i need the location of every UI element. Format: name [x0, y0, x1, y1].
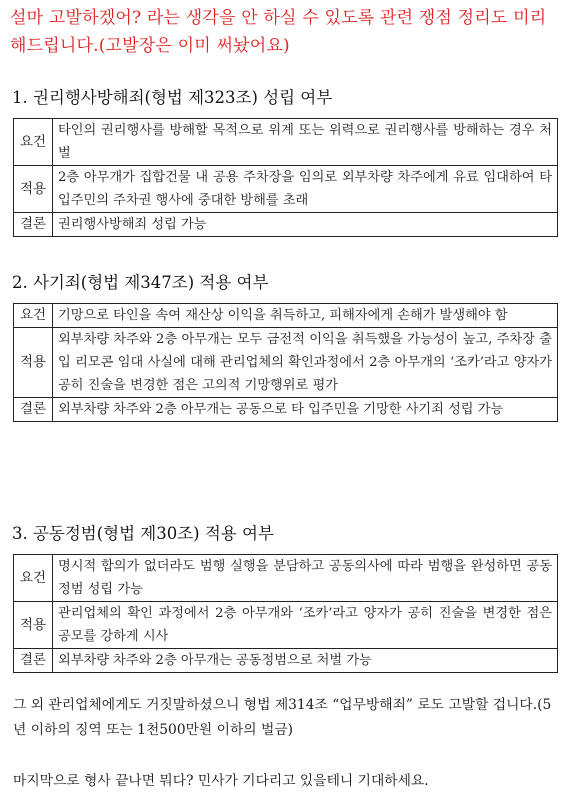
row-text: 2층 아무개가 집합건물 내 공용 주차장을 임의로 외부차량 차주에게 유료 임대하여 타 입주민의 주차권 행사에 중대한 방해를 초래	[53, 166, 558, 213]
row-label: 요건	[14, 119, 53, 166]
section-table	[13, 303, 558, 422]
table-row	[14, 119, 558, 166]
table-row	[14, 649, 558, 673]
row-text: 권리행사방해죄 성립 가능	[53, 213, 558, 237]
row-text: 외부차량 차주와 2층 아무개는 모두 금전적 이익을 취득했을 가능성이 높고, 주차장 출입 리모콘 임대 사실에 대해 관리업체의 확인과정에서 2층 아무개의 ‘조카’라고 양자가 공히 진술을 변경한 점은 고의적 기망행위로 평가	[53, 328, 558, 398]
row-text: 외부차량 차주와 2층 아무개는 공동으로 타 입주민을 기망한 사기죄 성립 가능	[53, 398, 558, 422]
row-text: 명시적 합의가 없더라도 범행 실행을 분담하고 공동의사에 따라 범행을 완성하면 공동정범 성립 가능	[53, 555, 558, 602]
row-label: 적용	[14, 166, 53, 213]
table-row	[14, 304, 558, 328]
section-table	[13, 554, 558, 673]
intro-notice: 설마 고발하겠어? 라는 생각을 안 하실 수 있도록 관련 쟁점 정리도 미리 해드립니다.(고발장은 이미 써놨어요)	[10, 8, 547, 56]
section-title: 2. 사기죄(형법 제347조) 적용 여부	[12, 273, 269, 292]
section-title: 3. 공동정범(형법 제30조) 적용 여부	[12, 524, 274, 543]
table-row	[14, 328, 558, 398]
row-label: 요건	[14, 304, 53, 328]
row-text: 외부차량 차주와 2층 아무개는 공동정범으로 처벌 가능	[53, 649, 558, 673]
table-row	[14, 213, 558, 237]
row-text: 타인의 권리행사를 방해할 목적으로 위계 또는 위력으로 권리행사를 방해하는 경우 처벌	[53, 119, 558, 166]
row-text: 관리업체의 확인 과정에서 2층 아무개와 ‘조카’라고 양자가 공히 진술을 변경한 점은 공모를 강하게 시사	[53, 602, 558, 649]
section-table	[13, 118, 558, 237]
table-row	[14, 555, 558, 602]
closing-paragraph: 그 외 관리업체에게도 거짓말하셨으니 형법 제314조 “업무방해죄” 로도 고발할 겁니다.(5년 이하의 징역 또는 1천500만원 이하의 벌금)	[13, 697, 552, 738]
closing-paragraph: 마지막으로 형사 끝나면 뭐다? 민사가 기다리고 있을테니 기대하세요.	[13, 773, 429, 789]
table-row	[14, 166, 558, 213]
row-label: 적용	[14, 602, 53, 649]
row-label: 적용	[14, 328, 53, 398]
row-label: 결론	[14, 649, 53, 673]
table-row	[14, 398, 558, 422]
row-label: 결론	[14, 398, 53, 422]
row-text: 기망으로 타인을 속여 재산상 이익을 취득하고, 피해자에게 손해가 발생해야 함	[53, 304, 558, 328]
row-label: 요건	[14, 555, 53, 602]
table-row	[14, 602, 558, 649]
row-label: 결론	[14, 213, 53, 237]
section-title: 1. 권리행사방해죄(형법 제323조) 성립 여부	[12, 88, 333, 107]
